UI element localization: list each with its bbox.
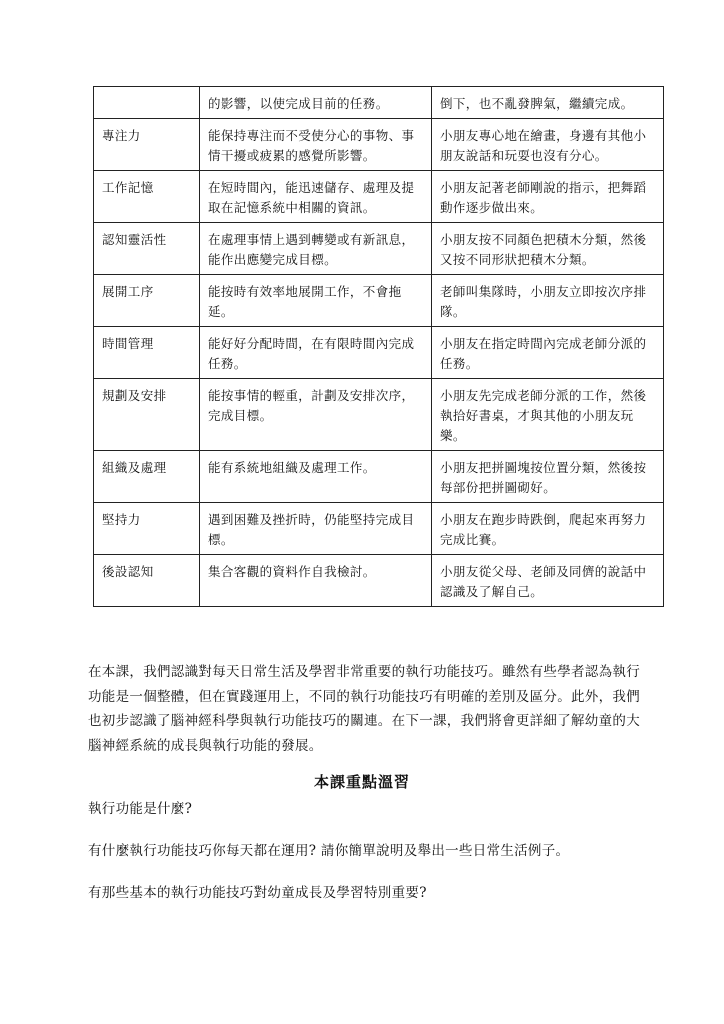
- skill-example-cell: 小朋友把拼圖塊按位置分類，然後按每部份把拼圖砌好。: [432, 451, 664, 503]
- skill-example-cell: 小朋友從父母、老師及同儕的說話中認識及了解自己。: [432, 555, 664, 607]
- table-row: [94, 171, 664, 223]
- skill-description-cell: 的影響，以使完成目前的任務。: [200, 87, 432, 119]
- skill-name-cell: 堅持力: [94, 503, 200, 555]
- table-row: [94, 327, 664, 379]
- table-row: [94, 119, 664, 171]
- skill-name-cell: [94, 87, 200, 119]
- skill-description-cell: 在短時間內，能迅速儲存、處理及提取在記憶系統中相關的資訊。: [200, 171, 432, 223]
- table-row: [94, 503, 664, 555]
- skill-description-cell: 遇到困難及挫折時，仍能堅持完成目標。: [200, 503, 432, 555]
- review-question: 有什麼執行功能技巧你每天都在運用? 請你簡單說明及舉出一些日常生活例子。: [88, 843, 570, 859]
- skill-name-cell: 組織及處理: [94, 451, 200, 503]
- skill-example-cell: 小朋友按不同顏色把積木分類，然後又按不同形狀把積木分類。: [432, 223, 664, 275]
- skill-example-cell: 小朋友在指定時間內完成老師分派的任務。: [432, 327, 664, 379]
- skill-name-cell: 工作記憶: [94, 171, 200, 223]
- skill-name-cell: 專注力: [94, 119, 200, 171]
- skill-name-cell: 時間管理: [94, 327, 200, 379]
- skill-name-cell: 規劃及安排: [94, 379, 200, 451]
- table-row: [94, 379, 664, 451]
- skill-example-cell: 倒下，也不亂發脾氣，繼續完成。: [432, 87, 664, 119]
- skill-description-cell: 集合客觀的資料作自我檢討。: [200, 555, 432, 607]
- skill-description-cell: 能好好分配時間，在有限時間內完成任務。: [200, 327, 432, 379]
- skill-name-cell: 認知靈活性: [94, 223, 200, 275]
- review-section-title: 本課重點溫習: [313, 773, 410, 791]
- skill-example-cell: 小朋友在跑步時跌倒，爬起來再努力完成比賽。: [432, 503, 664, 555]
- skill-description-cell: 能按事情的輕重，計劃及安排次序，完成目標。: [200, 379, 432, 451]
- review-question: 執行功能是什麼?: [88, 801, 193, 817]
- table-row: [94, 87, 664, 119]
- skill-name-cell: 後設認知: [94, 555, 200, 607]
- review-question: 有那些基本的執行功能技巧對幼童成長及學習特別重要?: [88, 885, 427, 901]
- table-row: [94, 555, 664, 607]
- skill-example-cell: 小朋友先完成老師分派的工作，然後執拾好書桌，才與其他的小朋友玩樂。: [432, 379, 664, 451]
- lesson-summary-paragraph: 在本課，我們認識對每天日常生活及學習非常重要的執行功能技巧。雖然有些學者認為執行功能是一個整體，但在實踐運用上，不同的執行功能技巧有明確的差別及區分。此外，我們也初步認識了腦神經科學與執行功能技巧的關連。在下一課，我們將會更詳細了解幼童的大腦神經系統的成長與執行功能的發展。: [88, 664, 640, 754]
- skill-description-cell: 能有系統地組織及處理工作。: [200, 451, 432, 503]
- executive-function-skills-table: [93, 86, 664, 607]
- table-row: [94, 223, 664, 275]
- table-row: [94, 451, 664, 503]
- skill-example-cell: 小朋友專心地在繪畫，身邊有其他小朋友說話和玩耍也沒有分心。: [432, 119, 664, 171]
- skill-description-cell: 在處理事情上遇到轉變或有新訊息，能作出應變完成目標。: [200, 223, 432, 275]
- skill-description-cell: 能按時有效率地展開工作，不會拖延。: [200, 275, 432, 327]
- skill-example-cell: 小朋友記著老師剛說的指示，把舞蹈動作逐步做出來。: [432, 171, 664, 223]
- skill-name-cell: 展開工序: [94, 275, 200, 327]
- table-row: [94, 275, 664, 327]
- skill-example-cell: 老師叫集隊時，小朋友立即按次序排隊。: [432, 275, 664, 327]
- skill-description-cell: 能保持專注而不受使分心的事物、事情干擾或疲累的感覺所影響。: [200, 119, 432, 171]
